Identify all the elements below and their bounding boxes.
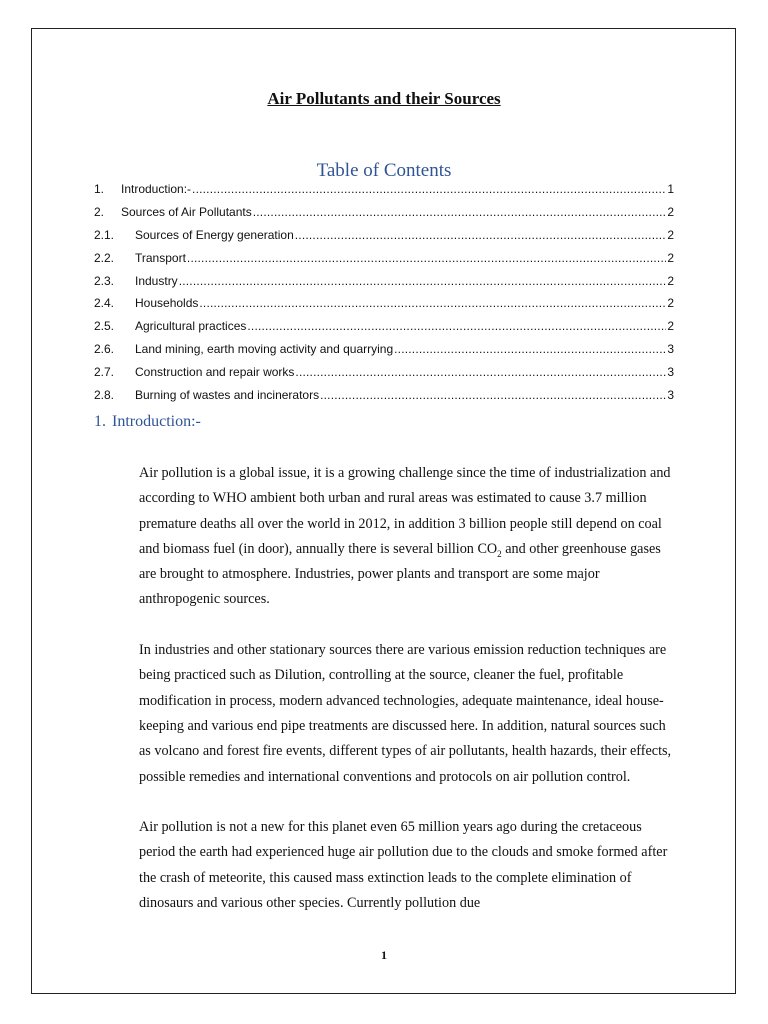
page-number: 1 [381, 948, 387, 962]
subscript: 2 [497, 548, 502, 559]
toc-entry-page: 3 [667, 388, 674, 403]
toc-heading: Table of Contents [316, 160, 452, 181]
toc-dot-leader [320, 388, 666, 402]
toc-entry-number: 2.2. [94, 250, 115, 265]
toc-entry-energy-generation[interactable] [94, 228, 674, 251]
toc-entry-number: 1. [94, 182, 105, 196]
toc-entry-industry[interactable] [94, 274, 674, 297]
document-title: Air Pollutants and their Sources [267, 89, 501, 108]
toc-entry-text: Burning of wastes and incinerators [135, 388, 320, 403]
toc-entry-sources-of-air-pollutants[interactable] [94, 205, 674, 228]
paragraph-text: and other greenhouse gases are brought to atmosphere. Industries, power plants and transport are some major anthropogenic sources. [139, 540, 661, 608]
toc-entry-page: 1 [667, 182, 674, 196]
toc-entry-burning-of-wastes[interactable] [94, 388, 674, 411]
toc-entry-number: 2.4. [94, 296, 115, 311]
toc-entry-page: 2 [667, 204, 674, 219]
toc-entry-land-mining[interactable] [94, 342, 674, 365]
toc-entry-text: Introduction:- [121, 182, 192, 196]
toc-dot-leader [187, 251, 666, 265]
toc-entry-page: 2 [667, 273, 674, 288]
toc-entry-page: 3 [667, 365, 674, 380]
toc-entry-number: 2. [94, 204, 105, 219]
table-of-contents [94, 182, 674, 411]
toc-dot-leader [253, 205, 667, 219]
toc-entry-text: Transport [135, 250, 186, 265]
toc-entry-text: Sources of Energy generation [135, 227, 294, 242]
toc-entry-construction[interactable] [94, 365, 674, 388]
toc-entry-number: 2.7. [94, 365, 115, 380]
toc-entry-page: 3 [667, 342, 674, 357]
toc-dot-leader [247, 319, 666, 333]
paragraph [139, 461, 676, 613]
toc-entry-number: 2.3. [94, 273, 115, 288]
toc-entry-text: Agricultural practices [135, 319, 247, 334]
section-heading-introduction [94, 413, 201, 431]
section-number: 1. [94, 413, 106, 430]
toc-entry-number: 2.6. [94, 342, 115, 357]
toc-entry-page: 2 [667, 296, 674, 311]
toc-entry-number: 2.1. [94, 227, 115, 242]
toc-entry-text: Construction and repair works [135, 365, 295, 380]
toc-dot-leader [179, 274, 667, 288]
paragraph: In industries and other stationary sources there are various emission reduction techniques are being practiced such as Dilution, controlling at the source, cleaner the fuel, profitable modification in process, modern advanced technologies, adequate maintenance, ideal house-keeping and various end pipe treatments are discussed here. In addition, natural sources such as volcano and forest fire events, different types of air pollutants, health hazards, their effects, possible remedies and international conventions and protocols on air pollution control. [139, 642, 672, 785]
toc-entry-page: 2 [667, 319, 674, 334]
toc-dot-leader [199, 296, 666, 310]
toc-entry-number: 2.8. [94, 388, 115, 403]
toc-entry-text: Households [135, 296, 199, 311]
toc-entry-households[interactable] [94, 296, 674, 319]
toc-entry-transport[interactable] [94, 251, 674, 274]
section-title: Introduction:- [112, 413, 201, 430]
toc-dot-leader [192, 182, 666, 196]
toc-entry-page: 2 [667, 227, 674, 242]
toc-dot-leader [295, 228, 667, 242]
toc-entry-text: Land mining, earth moving activity and quarrying [135, 342, 394, 357]
paragraph: Air pollution is not a new for this planet even 65 million years ago during the cretaceous period the earth had experienced huge air pollution due to the clouds and smoke formed after the crash of meteorite, this caused mass extinction leads to the complete elimination of dinosaurs and various other species. Currently pollution due [139, 819, 668, 912]
toc-entry-text: Sources of Air Pollutants [121, 204, 252, 219]
toc-entry-introduction[interactable] [94, 182, 674, 205]
section-body [139, 461, 676, 942]
paragraph-text: Air pollution is a global issue, it is a growing challenge since the time of industrialization and according to WHO ambient both urban and rural areas was estimated to cause 3.7 million premature deaths all over the world in 2012, in addition 3 billion people still depend on coal and biomass fuel (in door), annually there is several billion CO [139, 465, 671, 557]
toc-dot-leader [394, 342, 666, 356]
toc-entry-page: 2 [667, 250, 674, 265]
toc-dot-leader [295, 365, 666, 379]
toc-entry-number: 2.5. [94, 319, 115, 334]
toc-entry-text: Industry [135, 273, 178, 288]
toc-entry-agricultural-practices[interactable] [94, 319, 674, 342]
